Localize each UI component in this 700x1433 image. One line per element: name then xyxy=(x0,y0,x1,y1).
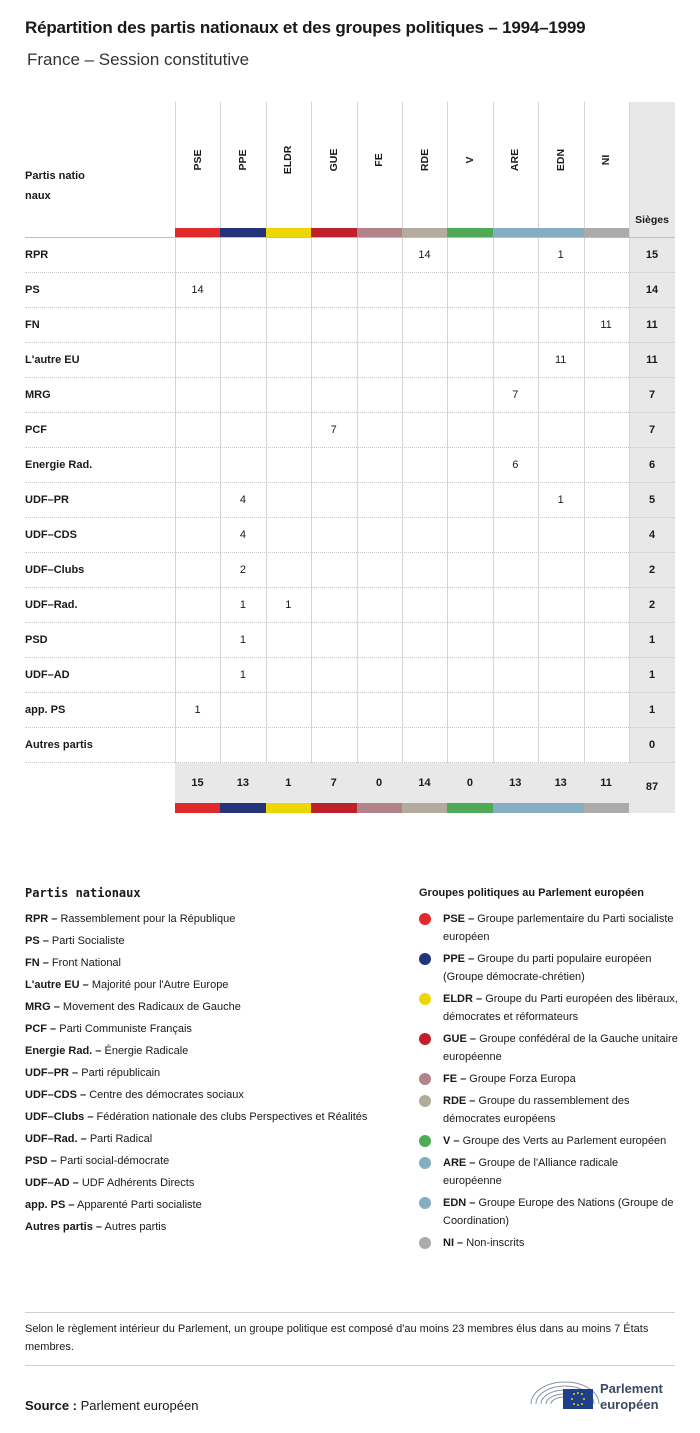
legend-item xyxy=(419,1234,679,1252)
legend-dot xyxy=(419,1033,431,1045)
group-color-bar xyxy=(402,803,447,813)
column-header-label: RDE xyxy=(418,148,431,172)
party-total: 14 xyxy=(645,284,659,296)
group-color-bar xyxy=(311,228,356,237)
legend-item xyxy=(419,1070,679,1088)
table-row xyxy=(25,483,675,518)
column-header-label: PSE xyxy=(191,149,204,171)
legend-item xyxy=(419,950,679,986)
party-total: 1 xyxy=(648,704,656,716)
seat-value: 2 xyxy=(239,564,246,576)
legend-abbr: UDF–Rad. – xyxy=(25,1133,87,1145)
source-label: Source : xyxy=(25,1398,78,1413)
legend-abbr: PSE – xyxy=(443,913,475,925)
legend-item xyxy=(25,1020,375,1038)
legend-name: Centre des démocrates sociaux xyxy=(89,1089,244,1101)
legend-item xyxy=(25,998,375,1016)
group-color-bar xyxy=(538,803,583,813)
table-row xyxy=(25,658,675,693)
legend-name: Movement des Radicaux de Gauche xyxy=(62,1001,241,1013)
party-label: L'autre EU xyxy=(25,354,80,366)
seat-value: 6 xyxy=(512,459,519,471)
table-row xyxy=(25,308,675,343)
legend-item xyxy=(25,1086,375,1104)
page-subtitle: France – Session constitutive xyxy=(27,50,250,69)
legend-dot xyxy=(419,913,431,925)
group-color-bar xyxy=(584,228,629,237)
logo-text xyxy=(600,1381,663,1413)
party-total: 6 xyxy=(648,459,656,471)
source-value: Parlement européen xyxy=(80,1398,199,1413)
legend-item xyxy=(25,1130,375,1148)
seat-value: 4 xyxy=(239,529,246,541)
party-label: PCF xyxy=(25,424,47,436)
legend-abbr: UDF–Clubs – xyxy=(25,1111,94,1123)
logo-line-2: européen xyxy=(600,1397,659,1412)
legend-abbr: Autres partis – xyxy=(25,1221,103,1233)
party-label: RPR xyxy=(25,249,49,261)
table-row xyxy=(25,238,675,273)
legend-abbr: PS – xyxy=(25,935,49,947)
column-header xyxy=(220,102,265,228)
party-label: PSD xyxy=(25,634,48,646)
legend-item xyxy=(419,1092,679,1128)
legend-name: Groupe Forza Europa xyxy=(469,1073,576,1085)
party-total: 1 xyxy=(648,669,656,681)
legend-item xyxy=(419,990,679,1026)
divider xyxy=(25,1365,675,1366)
party-label: UDF–Rad. xyxy=(25,599,78,611)
legend-name: Parti Communiste Français xyxy=(59,1023,192,1035)
legend-abbr: UDF–PR – xyxy=(25,1067,79,1079)
group-total: 13 xyxy=(236,777,250,789)
legend-abbr: V – xyxy=(443,1135,460,1147)
group-total: 1 xyxy=(285,777,292,789)
legend-name: UDF Adhérents Directs xyxy=(81,1177,195,1189)
group-total: 13 xyxy=(509,777,522,789)
legend-abbr: EDN – xyxy=(443,1197,476,1209)
seat-value: 1 xyxy=(194,704,201,716)
national-parties-legend xyxy=(25,910,375,1240)
column-header-label: PPE xyxy=(236,149,249,171)
group-total: 0 xyxy=(376,777,383,789)
table-row xyxy=(25,623,675,658)
column-header xyxy=(493,102,538,228)
legend-name: Parti Radical xyxy=(89,1133,153,1145)
seat-value: 1 xyxy=(557,494,564,506)
party-label: UDF–PR xyxy=(25,494,70,506)
group-color-bar xyxy=(266,803,311,813)
legend-abbr: ARE – xyxy=(443,1157,476,1169)
group-total: 0 xyxy=(466,777,473,789)
group-total: 13 xyxy=(554,777,567,789)
table-row xyxy=(25,693,675,728)
legend-name: Fédération nationale des clubs Perspectives et Réalités xyxy=(96,1111,368,1123)
legend-abbr: FN – xyxy=(25,957,49,969)
legend-item xyxy=(419,1194,679,1230)
legend-item xyxy=(25,1218,375,1236)
party-total: 11 xyxy=(646,354,658,366)
legend-item xyxy=(25,1174,375,1192)
party-total: 4 xyxy=(648,529,656,541)
party-label: Energie Rad. xyxy=(25,459,93,471)
table-row xyxy=(25,343,675,378)
national-legend-title: Partis nationaux xyxy=(25,886,141,900)
legend-name: Autres partis xyxy=(104,1221,167,1233)
legend-abbr: UDF–AD – xyxy=(25,1177,79,1189)
seat-value: 1 xyxy=(285,599,292,611)
legend-abbr: MRG – xyxy=(25,1001,60,1013)
table-row xyxy=(25,518,675,553)
legend-name: Groupe du rassemblement des démocrates européens xyxy=(443,1095,630,1125)
column-header-label: ELDR xyxy=(282,145,295,175)
party-total: 11 xyxy=(646,319,658,331)
party-label: UDF–AD xyxy=(25,669,70,681)
seat-value: 1 xyxy=(239,634,246,646)
group-color-bar xyxy=(357,228,402,237)
legend-item xyxy=(419,1154,679,1190)
legend-dot xyxy=(419,1197,431,1209)
party-label: UDF–CDS xyxy=(25,529,77,541)
seat-value: 11 xyxy=(600,319,612,331)
legend-abbr: RDE – xyxy=(443,1095,476,1107)
legend-name: Groupe du Parti européen des libéraux, démocrates et réformateurs xyxy=(443,993,678,1023)
group-color-bar xyxy=(402,228,447,237)
party-label: Autres partis xyxy=(25,739,93,751)
legend-abbr: app. PS – xyxy=(25,1199,75,1211)
legend-name: Parti social-démocrate xyxy=(59,1155,170,1167)
party-label: PS xyxy=(25,284,40,296)
party-total: 5 xyxy=(648,494,656,506)
party-label: FN xyxy=(25,319,40,331)
column-header-label: GUE xyxy=(327,148,340,172)
table-row xyxy=(25,413,675,448)
column-header xyxy=(266,102,311,228)
group-color-bar xyxy=(357,803,402,813)
party-label: app. PS xyxy=(25,704,66,716)
legend-dot xyxy=(419,1157,431,1169)
legend-name: Énergie Radicale xyxy=(104,1045,189,1057)
seat-value: 14 xyxy=(191,284,204,296)
legend-name: Groupe de l'Alliance radicale européenne xyxy=(443,1157,619,1187)
group-total: 7 xyxy=(330,777,337,789)
groups-legend-title: Groupes politiques au Parlement européen xyxy=(419,887,644,899)
legend-item xyxy=(419,910,679,946)
legend-item xyxy=(419,1030,679,1066)
footnote: Selon le règlement intérieur du Parlement, un groupe politique est composé d'au moins 23 membres élus dans au moins 7 États membres. xyxy=(25,1323,649,1353)
legend-name: Front National xyxy=(51,957,121,969)
legend-name: Groupe parlementaire du Parti socialiste européen xyxy=(443,913,674,943)
legend-abbr: RPR – xyxy=(25,913,58,925)
legend-item xyxy=(419,1132,679,1150)
table-row xyxy=(25,553,675,588)
group-total: 15 xyxy=(191,777,204,789)
legend-abbr: NI – xyxy=(443,1237,464,1249)
legend-item xyxy=(25,954,375,972)
group-color-bar xyxy=(584,803,629,813)
group-color-bar xyxy=(220,803,265,813)
legend-item xyxy=(25,1152,375,1170)
column-header xyxy=(402,102,447,228)
legend-dot xyxy=(419,1095,431,1107)
group-color-bar xyxy=(220,228,265,237)
column-header-label: FE xyxy=(373,153,386,167)
legend-abbr: ELDR – xyxy=(443,993,483,1005)
column-header xyxy=(538,102,583,228)
group-color-bar xyxy=(493,803,538,813)
legend-abbr: Energie Rad. – xyxy=(25,1045,102,1057)
legend-name: Rassemblement pour la République xyxy=(60,913,236,925)
national-parties-header: Partis nationaux xyxy=(25,170,85,202)
legend-abbr: PPE – xyxy=(443,953,475,965)
legend-abbr: PCF – xyxy=(25,1023,57,1035)
column-header xyxy=(311,102,356,228)
legend-abbr: UDF–CDS – xyxy=(25,1089,87,1101)
seat-value: 14 xyxy=(418,249,431,261)
party-total: 15 xyxy=(645,249,659,261)
party-total: 7 xyxy=(648,424,656,436)
seat-value: 11 xyxy=(554,354,567,366)
legend-abbr: PSD – xyxy=(25,1155,57,1167)
grand-total: 87 xyxy=(645,781,659,793)
legend-item xyxy=(25,1064,375,1082)
column-header-label: ARE xyxy=(509,148,522,172)
group-total: 11 xyxy=(600,777,612,789)
legend-dot xyxy=(419,953,431,965)
seat-value: 1 xyxy=(239,599,246,611)
group-color-bar xyxy=(311,803,356,813)
seat-value: 1 xyxy=(557,249,564,261)
table-row xyxy=(25,728,675,763)
legend-dot xyxy=(419,1135,431,1147)
party-total: 1 xyxy=(648,634,656,646)
party-label: UDF–Clubs xyxy=(25,564,85,576)
legend-name: Parti républicain xyxy=(81,1067,161,1079)
legend-dot xyxy=(419,993,431,1005)
party-total: 2 xyxy=(648,599,656,611)
column-header xyxy=(584,102,629,228)
legend-item xyxy=(25,1108,375,1126)
column-header xyxy=(447,102,492,228)
table-row xyxy=(25,378,675,413)
legend-name: Non-inscrits xyxy=(466,1237,525,1249)
group-color-bar xyxy=(266,228,311,237)
legend-item xyxy=(25,932,375,950)
group-color-bar xyxy=(493,228,538,237)
legend-name: Groupe Europe des Nations (Groupe de Coordination) xyxy=(443,1197,674,1227)
legend-name: Apparenté Parti socialiste xyxy=(76,1199,202,1211)
legend-dot xyxy=(419,1237,431,1249)
legend-name: Groupe confédéral de la Gauche unitaire européenne xyxy=(443,1033,678,1063)
table-row xyxy=(25,588,675,623)
political-groups-legend xyxy=(419,910,679,1256)
legend-abbr: L'autre EU – xyxy=(25,979,89,991)
legend-name: Groupe des Verts au Parlement européen xyxy=(462,1135,667,1147)
seat-value: 7 xyxy=(330,424,337,436)
group-total: 14 xyxy=(418,777,431,789)
party-label: MRG xyxy=(25,389,51,401)
legend-abbr: FE – xyxy=(443,1073,467,1085)
seat-value: 1 xyxy=(239,669,246,681)
column-header-label: V xyxy=(463,156,476,164)
group-color-bar xyxy=(538,228,583,237)
column-header xyxy=(175,102,220,228)
column-header xyxy=(357,102,402,228)
column-header-label: NI xyxy=(600,154,613,166)
seats-header: Sièges xyxy=(635,214,669,226)
column-header-label: EDN xyxy=(554,148,567,172)
seat-value: 4 xyxy=(239,494,246,506)
party-total: 7 xyxy=(648,389,656,401)
group-color-bar xyxy=(175,803,220,813)
legend-name: Majorité pour l'Autre Europe xyxy=(91,979,229,991)
party-total: 0 xyxy=(648,739,656,751)
legend-item xyxy=(25,1196,375,1214)
group-color-bar xyxy=(447,803,492,813)
divider xyxy=(25,1312,675,1313)
group-color-bar xyxy=(175,228,220,237)
legend-name: Groupe du parti populaire européen (Groupe démocrate-chrétien) xyxy=(443,953,652,983)
legend-abbr: GUE – xyxy=(443,1033,477,1045)
legend-item xyxy=(25,1042,375,1060)
seat-value: 7 xyxy=(512,389,519,401)
legend-name: Parti Socialiste xyxy=(51,935,125,947)
source-line xyxy=(25,1398,198,1413)
legend-dot xyxy=(419,1073,431,1085)
party-total: 2 xyxy=(648,564,656,576)
group-color-bar xyxy=(447,228,492,237)
table-row xyxy=(25,273,675,308)
legend-item xyxy=(25,910,375,928)
logo-line-1: Parlement xyxy=(600,1381,663,1396)
legend-item xyxy=(25,976,375,994)
table-row xyxy=(25,448,675,483)
page-title: Répartition des partis nationaux et des groupes politiques – 1994–1999 xyxy=(25,18,586,37)
